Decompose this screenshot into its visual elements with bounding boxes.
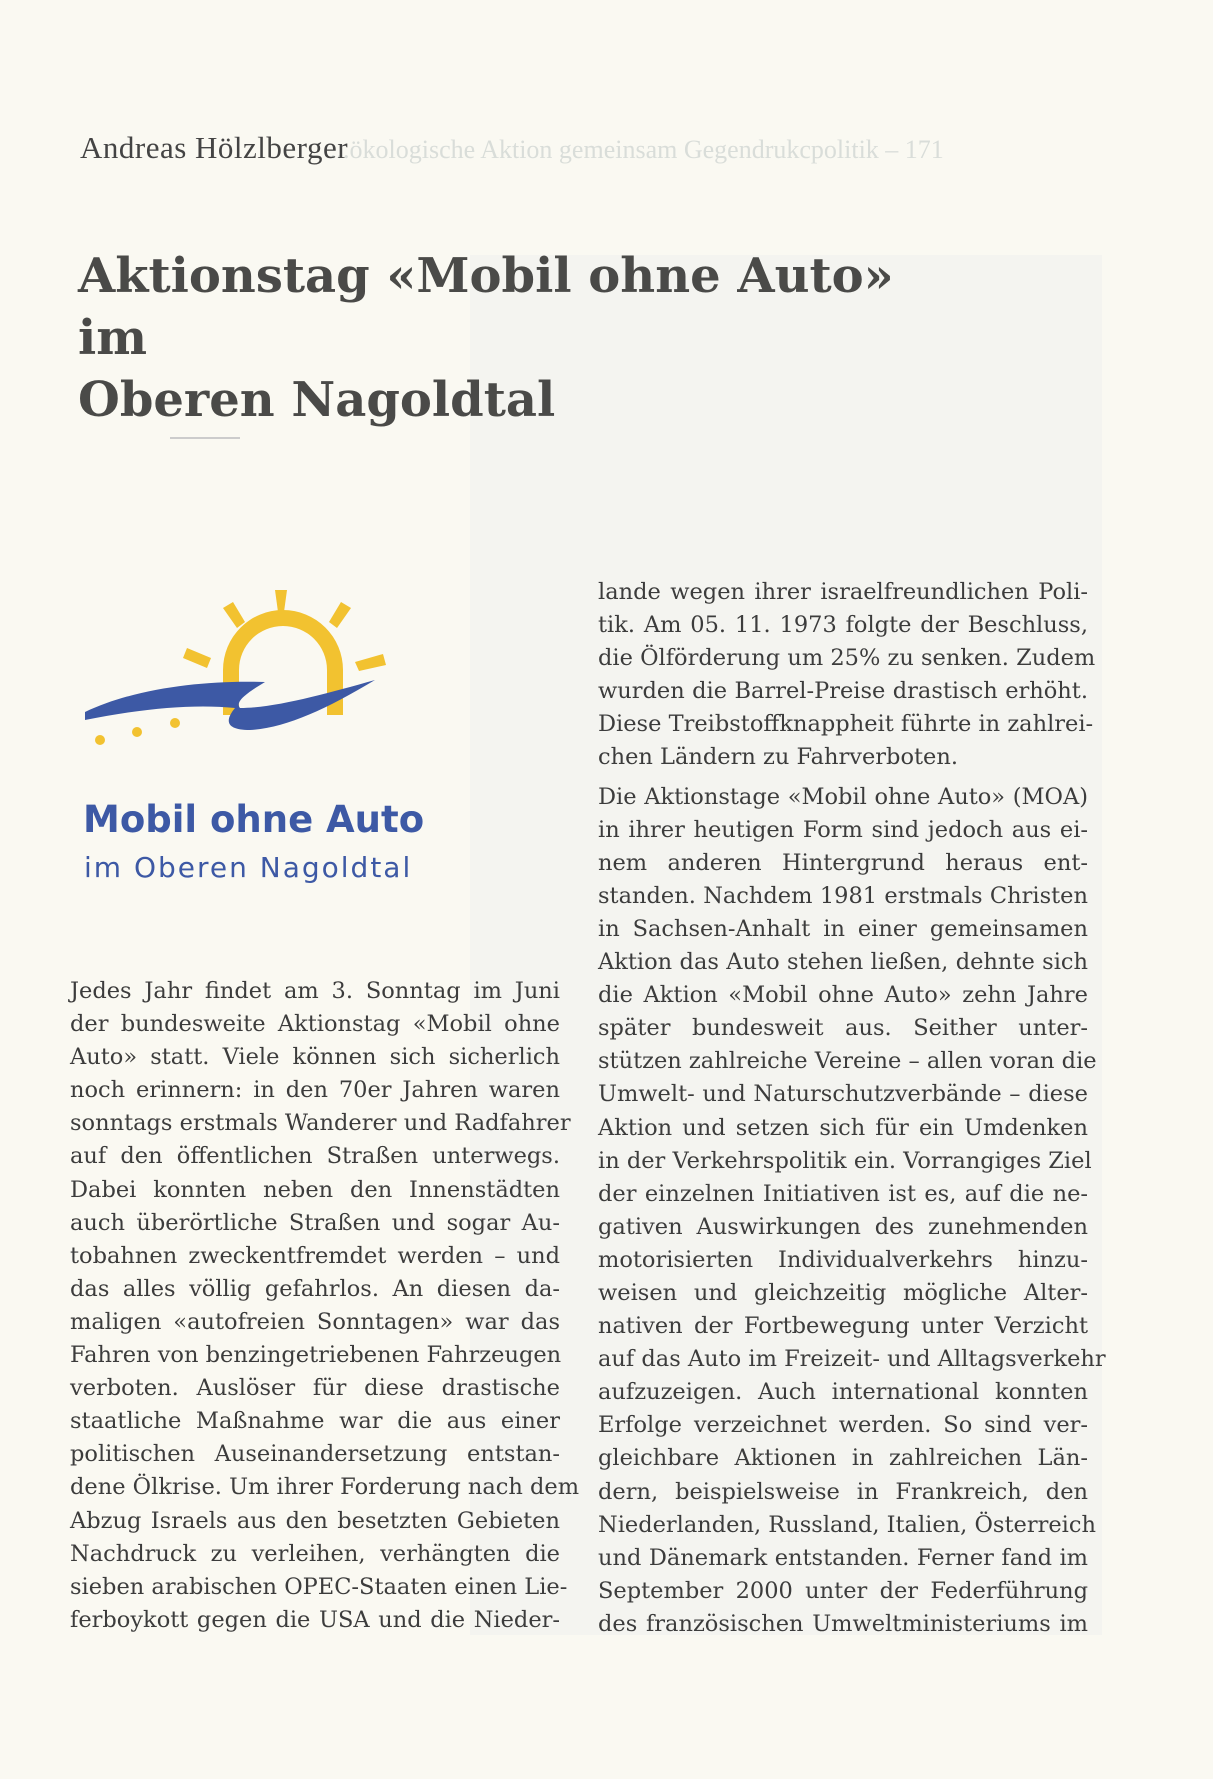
text-line: auf das Auto im Freizeit- und Alltagsverkehr: [598, 1346, 1106, 1373]
sun-ray: [223, 602, 245, 628]
text-line: Jedes Jahr findet am 3. Sonntag im Juni: [70, 978, 560, 1004]
logo-title: Mobil ohne Auto: [83, 798, 425, 841]
text-line: Erfolge verzeichnet werden. So sind ver-: [598, 1412, 1088, 1439]
text-line: später bundesweit aus. Seither unter-: [598, 1015, 1088, 1042]
text-line: motorisierten Individualverkehrs hinzu-: [598, 1246, 1088, 1273]
text-line: Die Aktionstage «Mobil ohne Auto» (MOA): [598, 783, 1088, 810]
dot: [95, 735, 105, 745]
sun-ray: [329, 602, 351, 628]
title-line-2: Oberen Nagoldtal: [78, 372, 556, 428]
mobil-ohne-auto-logo: [75, 570, 435, 890]
text-line: wurden die Barrel-Preise drastisch erhöht.: [598, 678, 1088, 705]
sun-ray: [355, 654, 386, 671]
title-line-1: Aktionstag «Mobil ohne Auto» im: [78, 248, 894, 366]
text-line: sonntags erstmals Wanderer und Radfahrer: [70, 1110, 571, 1137]
text-line: nativen der Fortbewegung unter Verzicht: [598, 1313, 1088, 1340]
text-line: nem anderen Hintergrund heraus ent-: [598, 849, 1088, 876]
text-line: verboten. Auslöser für diese drastische: [70, 1375, 560, 1402]
sun-wave-icon: [75, 570, 435, 800]
article-title: [78, 245, 978, 431]
text-line: der einzelnen Initiativen ist es, auf die ne-: [598, 1180, 1088, 1207]
text-line: in Sachsen-Anhalt in einer gemeinsamen: [598, 915, 1088, 942]
right-column: [598, 576, 1106, 1641]
text-line: gleichbare Aktionen in zahlreichen Län-: [598, 1445, 1088, 1472]
text-line: in ihrer heutigen Form sind jedoch aus ei-: [598, 816, 1088, 843]
text-line: auf den öffentlichen Straßen unterwegs.: [70, 1143, 560, 1170]
text-line: dern, beispielsweise in Frankreich, den: [598, 1478, 1088, 1505]
divider: [170, 437, 240, 439]
text-line: aufzuzeigen. Auch international konnten: [598, 1379, 1088, 1406]
dot: [132, 727, 142, 737]
text-line: staatliche Maßnahme war die aus einer: [70, 1408, 560, 1435]
text-line: der bundesweite Aktionstag «Mobil ohne: [70, 1011, 560, 1038]
left-column: [70, 975, 580, 1637]
text-line: dene Ölkrise. Um ihrer Forderung nach dem: [70, 1474, 580, 1501]
text-line: Umwelt- und Naturschutzverbände – diese: [598, 1081, 1088, 1108]
show-through-header: ...ökologische Aktion gemeinsam Gegendrukcpolitik – 171: [330, 135, 944, 164]
text-line: September 2000 unter der Federführung: [598, 1577, 1088, 1604]
text-line: weisen und gleichzeitig mögliche Alter-: [598, 1279, 1088, 1306]
text-line: das alles völlig gefahrlos. An diesen da-: [70, 1275, 560, 1302]
text-line: tik. Am 05. 11. 1973 folgte der Beschluss,: [598, 612, 1088, 639]
text-line: Abzug Israels aus den besetzten Gebieten: [70, 1507, 560, 1534]
logo-subtitle: im Oberen Nagoldtal: [84, 851, 413, 884]
text-line: standen. Nachdem 1981 erstmals Christen: [598, 882, 1088, 909]
text-line: die Aktion «Mobil ohne Auto» zehn Jahre: [598, 982, 1088, 1009]
text-line: Dabei konnten neben den Innenstädten: [70, 1176, 560, 1203]
text-line: Fahren von benzingetriebenen Fahrzeugen: [70, 1342, 562, 1369]
text-line: gativen Auswirkungen des zunehmenden: [598, 1213, 1088, 1240]
text-line: Niederlanden, Russland, Italien, Österreich: [598, 1511, 1096, 1538]
text-line: in der Verkehrspolitik ein. Vorrangiges Ziel: [598, 1147, 1092, 1174]
text-line: ferboykott gegen die USA und die Nieder-: [70, 1606, 560, 1633]
text-line: Nachdruck zu verleihen, verhängten die: [70, 1540, 560, 1567]
text-line: des französischen Umweltministeriums im: [598, 1610, 1088, 1637]
text-line: stützen zahlreiche Vereine – allen voran die: [598, 1048, 1097, 1075]
sun-ray: [183, 648, 211, 668]
text-line: lande wegen ihrer israelfreundlichen Poli-: [598, 579, 1088, 605]
dot: [170, 718, 180, 728]
text-line: die Ölförderung um 25% zu senken. Zudem: [598, 645, 1096, 672]
text-line: noch erinnern: in den 70er Jahren waren: [70, 1077, 560, 1104]
author-name: Andreas Hölzlberger: [80, 130, 349, 165]
text-line: Auto» statt. Viele können sich sicherlich: [70, 1044, 560, 1071]
sun-ray: [275, 590, 287, 612]
text-line: tobahnen zweckentfremdet werden – und: [70, 1242, 560, 1269]
text-line: chen Ländern zu Fahrverboten.: [598, 744, 958, 771]
text-line: auch überörtliche Straßen und sogar Au-: [70, 1209, 560, 1236]
text-line: Aktion das Auto stehen ließen, dehnte sich: [598, 949, 1088, 976]
text-line: sieben arabischen OPEC-Staaten einen Lie-: [70, 1573, 568, 1600]
text-line: und Dänemark entstanden. Ferner fand im: [598, 1544, 1088, 1571]
text-line: Aktion und setzen sich für ein Umdenken: [598, 1114, 1088, 1141]
text-line: politischen Auseinandersetzung entstan-: [70, 1441, 560, 1468]
text-line: maligen «autofreien Sonntagen» war das: [70, 1308, 560, 1335]
text-line: Diese Treibstoffknappheit führte in zahlrei-: [598, 711, 1094, 738]
